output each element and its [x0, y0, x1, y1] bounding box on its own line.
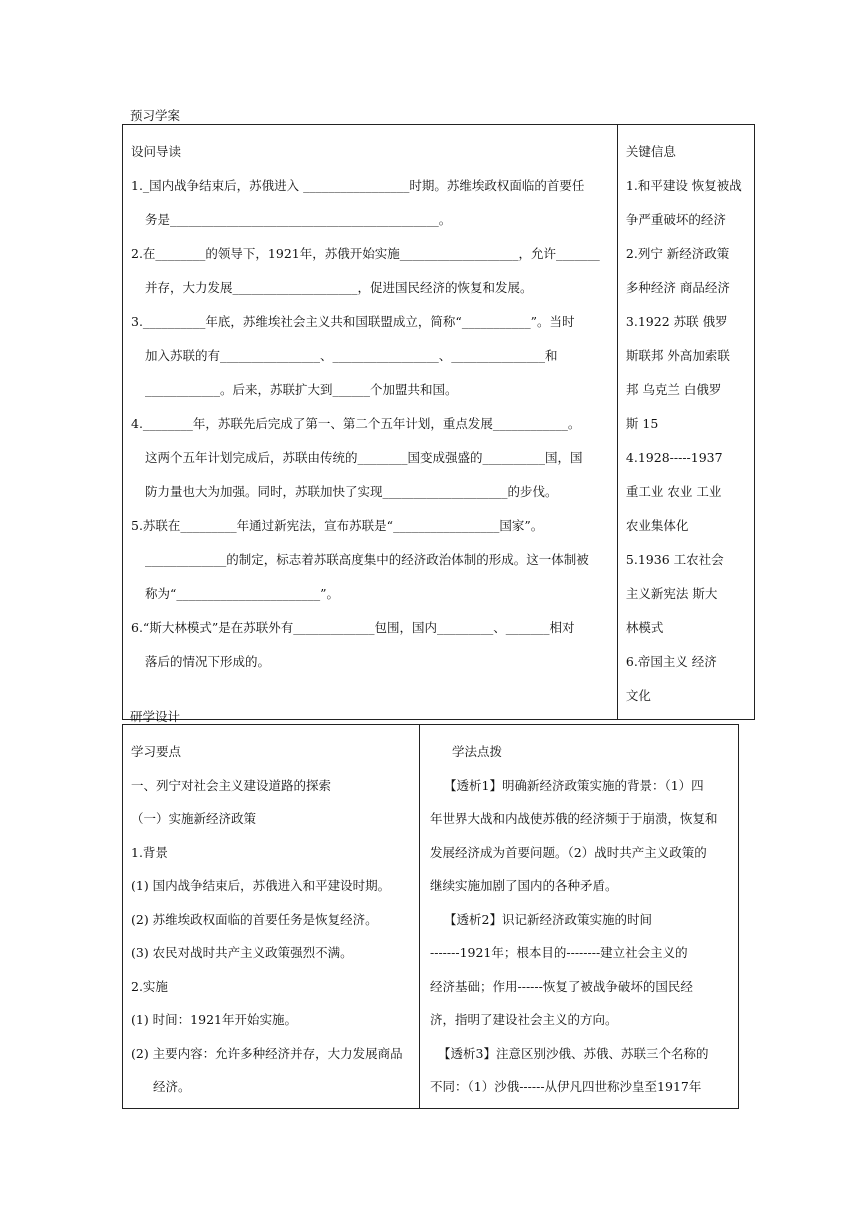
key-info-cell: [617, 125, 754, 720]
guide-header: 设问导读: [131, 144, 182, 159]
key-info-line: 重工业 农业 工业: [625, 484, 722, 499]
guide-line: ____________。后来，苏联扩大到______个加盟共和国。: [145, 382, 458, 397]
guide-line: 这两个五年计划完成后，苏联由传统的________国变成强盛的__________国，国: [145, 450, 583, 465]
method-line: 不同：（1）沙俄------从伊凡四世称沙皇至1917年: [430, 1079, 702, 1094]
method-line: 【透析3】注意区别沙俄、苏俄、苏联三个名称的: [438, 1045, 709, 1061]
guide-line: 务是___________________________________________。: [145, 212, 452, 227]
study-line: (3) 农民对战时共产主义政策强烈不满。: [131, 945, 353, 960]
study-line: (1) 国内战争结束后，苏俄进入和平建设时期。: [131, 878, 391, 893]
key-info-header: 关键信息: [625, 144, 676, 159]
guide-line: 称为“_______________________”。: [145, 586, 340, 601]
method-line: 济，指明了建设社会主义的方向。: [430, 1012, 618, 1027]
guide-line: 3.__________年底，苏维埃社会主义共和国联盟成立，简称“___________”。当时: [131, 314, 575, 329]
key-info-line: 3.1922 苏联 俄罗: [625, 314, 728, 329]
key-info-line: 争严重破坏的经济: [625, 212, 726, 227]
study-line: 1.背景: [131, 844, 168, 860]
method-line: 【透析1】明确新经济政策实施的背景：（1）四: [444, 777, 704, 793]
study-line: 2.实施: [131, 978, 168, 994]
study-table: [122, 724, 739, 1109]
guide-questions-cell: [123, 125, 618, 720]
study-section-title: 研学设计: [130, 709, 181, 724]
method-line: -------1921年；根本目的--------建立社会主义的: [430, 945, 688, 960]
key-info-line: 2.列宁 新经济政策: [625, 246, 730, 261]
study-header: 学习要点: [131, 744, 182, 759]
study-line: (1) 时间：1921年开始实施。: [131, 1012, 297, 1027]
preview-table: [122, 124, 755, 720]
guide-line: 防力量也大为加强。同时，苏联加快了实现____________________的步伐。: [145, 484, 558, 499]
guide-line: 5.苏联在_________年通过新宪法，宣布苏联是“_________________国家”。: [131, 518, 544, 533]
key-info-line: 主义新宪法 斯大: [625, 586, 718, 601]
method-header: 学法点拨: [452, 744, 503, 759]
key-info-line: 4.1928-----1937: [625, 450, 723, 465]
preview-section-title: 预习学案: [130, 108, 181, 123]
study-line: 经济。: [153, 1079, 191, 1094]
key-info-line: 斯联邦 外高加索联: [625, 348, 730, 363]
method-line: 经济基础；作用------恢复了被战争破坏的国民经: [430, 978, 693, 994]
guide-line: 6.“斯大林模式”是在苏联外有_____________包围，国内_________、_______相对: [131, 620, 575, 635]
key-info-line: 林模式: [625, 620, 664, 635]
key-info-line: 邦 乌克兰 白俄罗: [625, 382, 722, 397]
method-line: 继续实施加剧了国内的各种矛盾。: [430, 878, 618, 893]
key-info-line: 5.1936 工农社会: [625, 552, 724, 567]
guide-line: 落后的情况下形成的。: [145, 654, 271, 669]
method-tips-cell: [420, 725, 739, 1109]
key-info-line: 文化: [625, 688, 651, 703]
study-line: (2) 主要内容：允许多种经济并存，大力发展商品: [131, 1045, 403, 1061]
method-line: 发展经济成为首要问题。（2）战时共产主义政策的: [430, 844, 707, 860]
key-info-line: 农业集体化: [625, 518, 689, 533]
guide-line: 4.________年，苏联先后完成了第一、第二个五年计划，重点发展____________。: [131, 416, 581, 431]
study-points-cell: [123, 725, 420, 1109]
guide-line: 2.在________的领导下，1921年，苏俄开始实施___________________，允许_______: [131, 246, 600, 261]
key-info-line: 6.帝国主义 经济: [625, 654, 717, 669]
method-line: 年世界大战和内战使苏俄的经济频于于崩溃，恢复和: [430, 811, 718, 826]
guide-line: _____________的制定，标志着苏联高度集中的经济政治体制的形成。这一体制被: [145, 552, 589, 567]
guide-line: 1._国内战争结束后，苏俄进入 _________________时期。苏维埃政权面临的首要任: [131, 178, 585, 193]
study-line: (2) 苏维埃政权面临的首要任务是恢复经济。: [131, 911, 378, 927]
study-line: 一、列宁对社会主义建设道路的探索: [131, 777, 332, 793]
study-line: （一）实施新经济政策: [131, 811, 257, 826]
key-info-line: 1.和平建设 恢复被战: [625, 178, 742, 193]
method-line: 【透析2】识记新经济政策实施的时间: [444, 911, 652, 927]
key-info-line: 斯 15: [625, 416, 659, 431]
guide-line: 并存，大力发展____________________，促进国民经济的恢复和发展。: [145, 280, 533, 295]
key-info-line: 多种经济 商品经济: [625, 280, 730, 295]
guide-line: 加入苏联的有________________、_________________、_______________和: [145, 348, 558, 363]
